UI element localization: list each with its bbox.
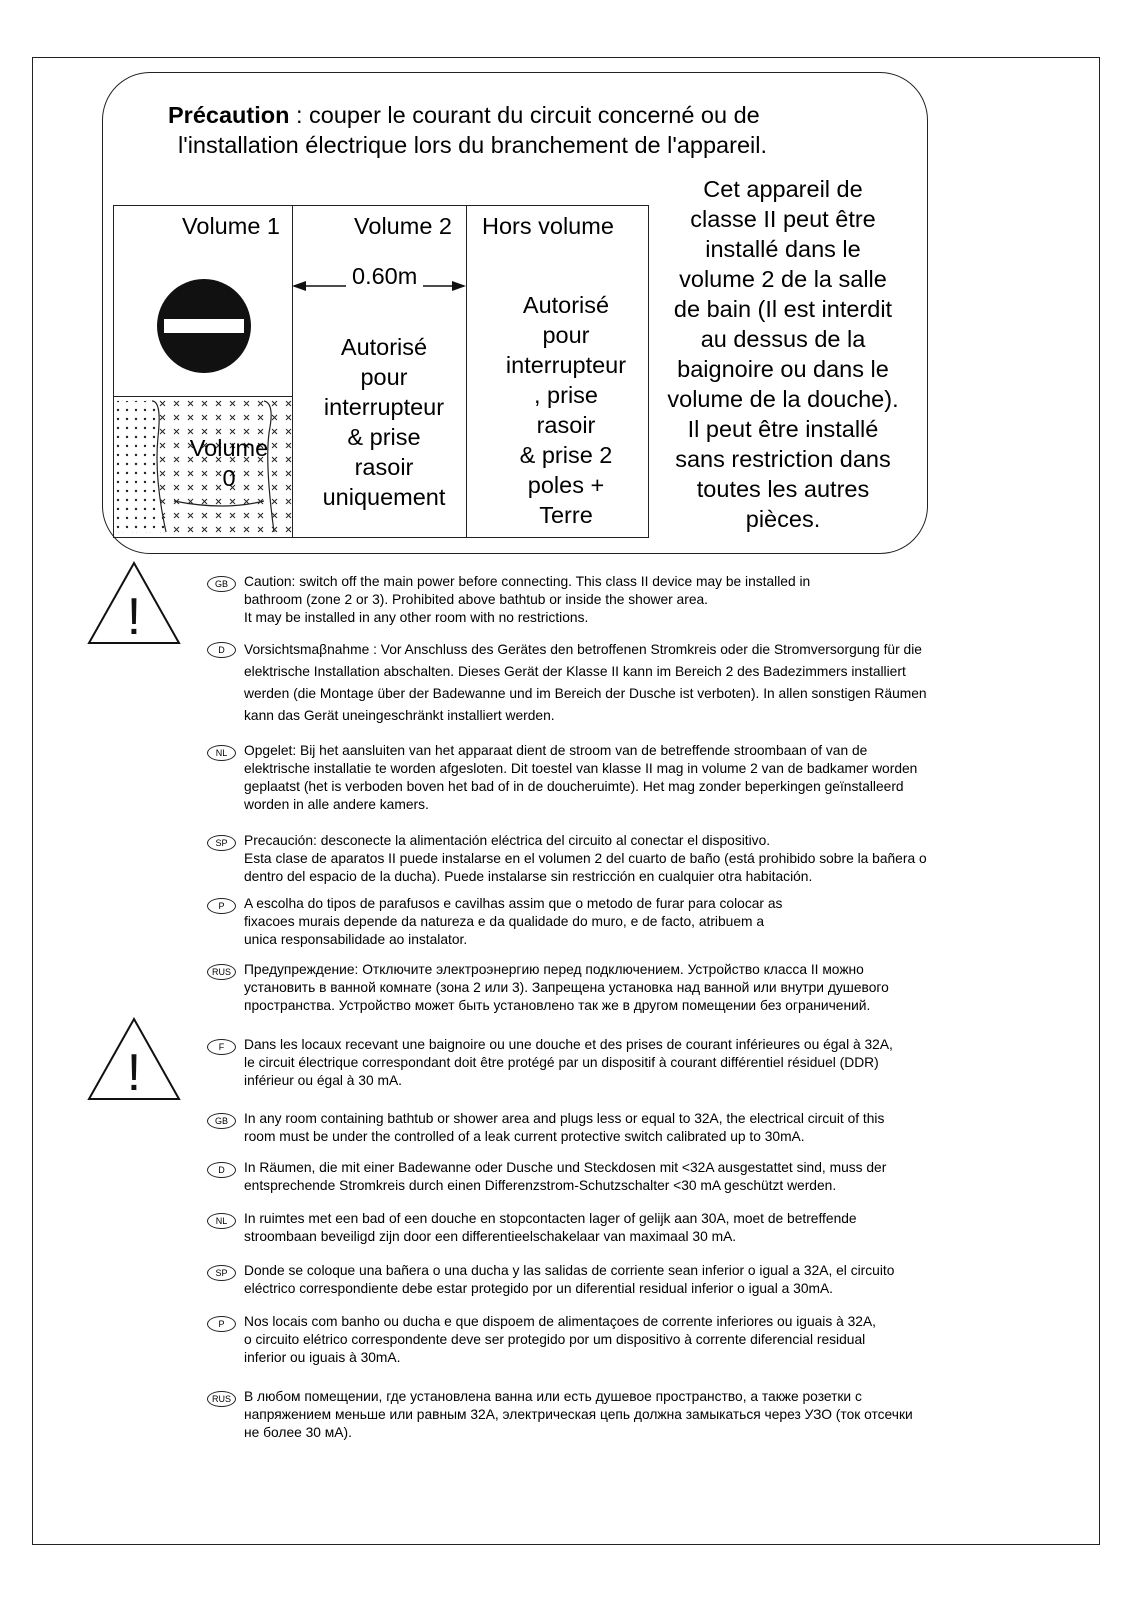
hors-volume-description: Autorisé pour interrupteur , prise rasoir & prise 2 poles + Terre — [505, 292, 627, 528]
note-gb-2 — [207, 1110, 1097, 1146]
note-nl-1 — [207, 742, 1097, 814]
language-badge-sp: SP — [207, 1265, 236, 1281]
note-sp-1 — [207, 832, 1097, 886]
language-badge-p: P — [207, 898, 236, 914]
zone-title-volume2: Volume 2 — [354, 213, 452, 239]
note-p-1 — [207, 895, 1097, 949]
note-text: Dans les locaux recevant une baignoire ou une douche et des prises de courant inférieures ou égal à 32A, le circuit électrique correspondant doit être protégé par un dispositif à courant différentiel résiduel (DDR) inférieur ou égal à 30 mA. — [244, 1037, 893, 1088]
note-d-2 — [207, 1159, 1097, 1195]
language-badge-gb: GB — [207, 1113, 236, 1129]
note-d-1 — [207, 639, 1097, 727]
language-badge-f: F — [207, 1039, 236, 1055]
class-ii-installation-note: Cet appareil de classe II peut être installé dans le volume 2 de la salle de bain (Il est interdit au dessus de la baignoire ou dans le volume de la douche). Il peut être installé sans restriction dans toutes les autres pièces. — [667, 176, 899, 532]
no-entry-icon — [156, 278, 252, 374]
warning-triangle-icon — [86, 1016, 182, 1102]
note-text: Предупреждение: Отключите электроэнергию перед подключением. Устройство класса II можно установить в ванной комнате (зона 2 или 3). Запрещена установка над ванной или внутри душевого пространства. Устройство может быть установлено так же в другом помещении без ограничений. — [244, 962, 889, 1013]
warning-symbol: ! — [126, 1044, 142, 1102]
note-p-2 — [207, 1313, 1097, 1367]
language-badge-nl: NL — [207, 1213, 236, 1229]
language-badge-d: D — [207, 1162, 236, 1178]
note-text: Precaución: desconecte la alimentación eléctrica del circuito al conectar el dispositivo. Esta clase de aparatos II puede instalarse en el volumen 2 del cuarto de baño (está prohibido sobre la bañera o dentro del espacio de la ducha). Puede instalarse sin restricción en cualquier otra habitación. — [244, 833, 927, 884]
bathroom-zones-diagram — [113, 205, 649, 538]
language-badge-rus: RUS — [207, 1391, 236, 1407]
zone-divider-1-2 — [292, 206, 293, 537]
language-badge-sp: SP — [207, 835, 236, 851]
note-nl-2 — [207, 1210, 1097, 1246]
zone-title-hors-volume: Hors volume — [482, 213, 614, 239]
language-badge-rus: RUS — [207, 964, 236, 980]
note-text: In Räumen, die mit einer Badewanne oder Dusche und Steckdosen mit <32A ausgestattet sind, muss der entsprechende Stromkreis durch einen Differenzstrom-Schutzschalter <30 mA geschützt werden. — [244, 1160, 887, 1193]
volume0-area — [114, 397, 292, 538]
note-text: Vorsichtsmaβnahme : Vor Anschluss des Gerätes den betroffenen Stromkreis oder die Stromversorgung für die elektrische Installation abschalten. Dieses Gerät der Klasse II kann im Bereich 2 des Badezimmers installiert werden (die Montage über der Badewanne und im Bereich der Dusche ist verboten). In allen sonstigen Räumen kann das Gerät uneingeschränkt installiert werden. — [244, 642, 927, 723]
note-text: Opgelet: Bij het aansluiten van het apparaat dient de stroom van de betreffende stroombaan of van de elektrische installatie te worden afgesloten. Dit toestel van klasse II mag in volume 2 van de badkamer worden geplaatst (het is verboden boven het bad of in de doucheruimte). Het mag zonder beperkingen geïnstalleerd worden in alle andere kamers. — [244, 743, 918, 812]
note-rus-2 — [207, 1388, 1097, 1442]
note-f-2 — [207, 1036, 1097, 1090]
note-text: В любом помещении, где установлена ванна или есть душевое пространство, а также розетки с напряжением меньше или равным 32A, электрическая цепь должна замыкаться через УЗО (ток отсечки не более 30 мА). — [244, 1389, 913, 1440]
warning-triangle-icon — [86, 560, 182, 646]
precaution-label: Précaution — [168, 102, 290, 128]
warning-symbol: ! — [126, 588, 142, 646]
language-badge-d: D — [207, 642, 236, 658]
zone-title-volume1: Volume 1 — [182, 213, 280, 239]
note-text: Donde se coloque una bañera o una ducha y las salidas de corriente sean inferior o igual a 32A, el circuito eléctrico correspondiente debe estar protegido por un diferential residual inferior o igual a 30mA. — [244, 1263, 895, 1296]
note-text: In ruimtes met een bad of een douche en stopcontacten lager of gelijk aan 30A, moet de betreffende stroombaan beveiligd zijn door een differentieelschakelaar van maximaal 30 mA. — [244, 1211, 857, 1244]
volume0-label: Volume 0 — [189, 435, 269, 491]
note-gb-1 — [207, 573, 1047, 627]
note-text: In any room containing bathtub or shower area and plugs less or equal to 32A, the electrical circuit of this room must be under the controlled of a leak current protective switch calibrated up to 30mA. — [244, 1111, 885, 1144]
precaution-text-line2: l'installation électrique lors du branchement de l'appareil. — [178, 132, 767, 158]
note-text: Nos locais com banho ou ducha e que dispoem de alimentaçoes de corrente inferiores ou iguais à 32A, o circuito elétrico correspondente deve ser protegido por um dispositivo à corrente diferencial residual inferior ou iguais à 30mA. — [244, 1314, 876, 1365]
note-text: Caution: switch off the main power before connecting. This class II device may be installed in bathroom (zone 2 or 3). Prohibited above bathtub or inside the shower area. It may be installed in any other room with no restrictions. — [244, 574, 811, 625]
volume2-description: Autorisé pour interrupteur & prise rasoir uniquement — [322, 334, 446, 510]
dimension-label: 0.60m — [346, 263, 423, 290]
language-badge-gb: GB — [207, 576, 236, 592]
language-badge-p: P — [207, 1316, 236, 1332]
language-badge-nl: NL — [207, 745, 236, 761]
precaution-text: : couper le courant du circuit concerné ou de — [289, 102, 760, 128]
zone-divider-2-hors — [466, 206, 467, 537]
note-text: A escolha do tipos de parafusos e cavilhas assim que o metodo de furar para colocar as fixacoes murais depende da natureza e da qualidade do muro, e de facto, atribuem a unica responsabilidade ao instalator. — [244, 896, 783, 947]
note-rus-1 — [207, 961, 1097, 1015]
note-sp-2 — [207, 1262, 1097, 1298]
precaution-heading — [168, 100, 888, 160]
